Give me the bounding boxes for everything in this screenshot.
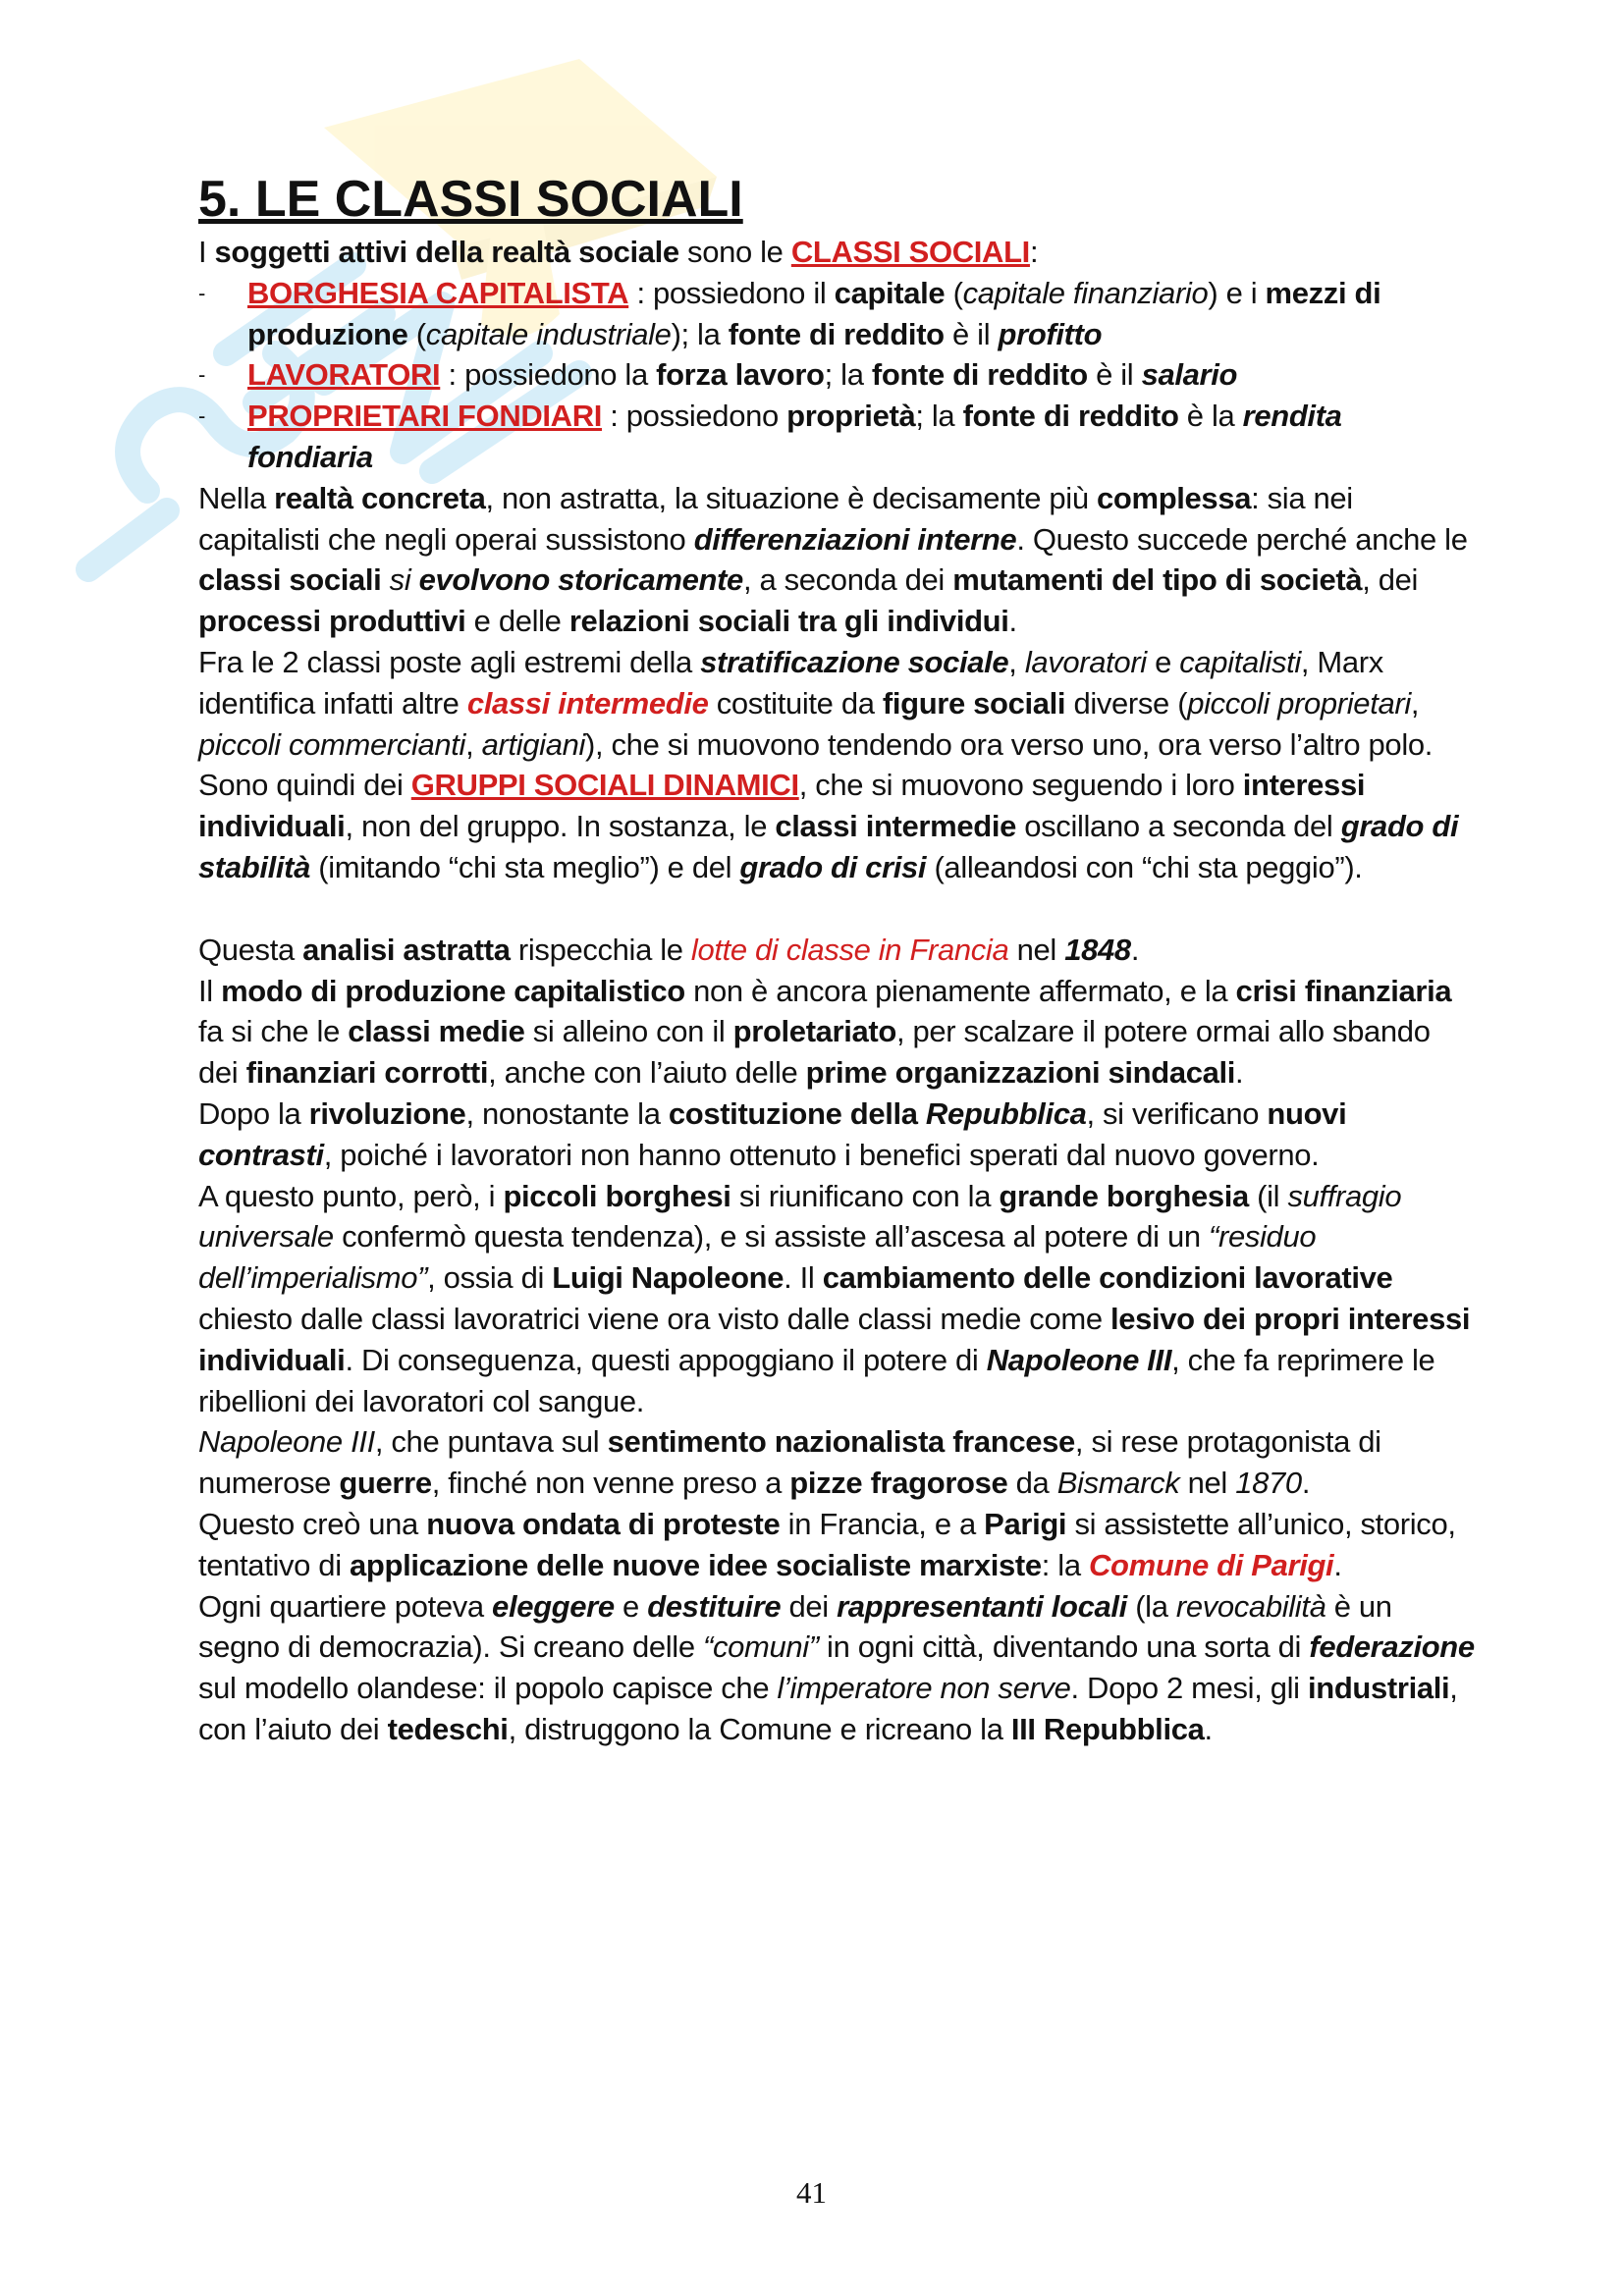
bold-text: interessi individuali: [198, 768, 1366, 844]
text: , si verificano: [1086, 1095, 1268, 1131]
italic-text: capitale industriale: [425, 316, 672, 351]
bold-italic-text: salario: [1141, 357, 1238, 393]
text: .: [1235, 1055, 1244, 1091]
bold-italic-text: evolvono storicamente: [418, 562, 743, 598]
text: ,: [1410, 685, 1420, 721]
text: , Marx identifica infatti altre: [198, 644, 1383, 721]
text: nel: [1179, 1466, 1236, 1501]
text: non è ancora pienamente affermato, e la: [684, 973, 1236, 1008]
paragraph-intro: [198, 232, 1475, 273]
text: , che si muovono seguendo i loro: [798, 768, 1243, 803]
text: e: [1146, 644, 1180, 679]
italic-text: lavoratori: [1024, 644, 1147, 679]
bold-italic-text: eleggere: [492, 1588, 615, 1624]
bold-text: finanziari corrotti: [245, 1055, 489, 1091]
text: , che fa reprimere le ribellioni dei lavoratori col sangue.: [198, 1342, 1435, 1418]
italic-text: “residuo dell’imperialismo”: [198, 1219, 1317, 1296]
bold-text: figure sociali: [882, 685, 1066, 721]
text: , ossia di: [427, 1260, 553, 1296]
text: (il: [1248, 1178, 1288, 1213]
text: , finché non venne preso a: [431, 1466, 790, 1501]
bold-text: costituzione della: [668, 1095, 926, 1131]
italic-text: capitale finanziario: [962, 275, 1209, 310]
text: Dopo la: [198, 1095, 309, 1131]
text: è un segno di democrazia). Si creano delle: [198, 1588, 1392, 1665]
text: , dei: [1362, 562, 1419, 598]
text: :: [1029, 235, 1039, 269]
bold-text: modo di produzione capitalistico: [221, 973, 685, 1008]
text: .: [1130, 932, 1140, 967]
text: Ogni quartiere poteva: [198, 1588, 493, 1624]
text: sul modello olandese: il popolo capisce che: [198, 1671, 778, 1706]
text: e: [614, 1588, 648, 1624]
text: (: [407, 316, 426, 351]
text: .: [1333, 1547, 1342, 1582]
bold-text: capitale: [834, 275, 946, 310]
text: . Dopo 2 mesi, gli: [1070, 1671, 1308, 1706]
italic-text: piccoli commercianti: [198, 726, 466, 762]
bold-text: complessa: [1097, 480, 1252, 515]
italic-text: si: [381, 562, 419, 598]
bold-text: prime organizzazioni sindacali: [805, 1055, 1236, 1091]
text: , non astratta, la situazione è decisamente più: [485, 480, 1097, 515]
text: ,: [465, 726, 482, 762]
bold-text: realtà concreta: [274, 480, 486, 515]
text: si alleino con il: [524, 1014, 733, 1049]
paragraph-realta-concreta: [198, 478, 1475, 642]
spacer: [198, 888, 1475, 930]
paragraph-rivoluzione: [198, 1094, 1475, 1176]
paragraph-comune: [198, 1504, 1475, 1586]
text: rispecchia le: [510, 932, 691, 967]
text: : sia nei capitalisti che negli operai sussistono: [198, 480, 1353, 557]
text: ); la: [671, 316, 729, 351]
bold-text: applicazione delle nuove idee socialiste marxiste: [350, 1547, 1042, 1582]
bold-text: mezzi di produzione: [247, 275, 1381, 351]
bold-text: processi produttivi: [198, 604, 466, 639]
list-item-borghesia: [198, 273, 1475, 355]
page-number: 41: [796, 2175, 827, 2210]
text: Sono quindi dei: [198, 768, 411, 803]
bold-text: fonte di reddito: [871, 357, 1088, 393]
bold-text: Parigi: [984, 1506, 1067, 1541]
bold-italic-text: differenziazioni interne: [693, 521, 1017, 557]
italic-text: Bismarck: [1056, 1466, 1180, 1501]
text: I: [198, 235, 215, 269]
keyword-borghesia: BORGHESIA CAPITALISTA: [247, 275, 629, 310]
italic-text: artigiani: [481, 726, 586, 762]
text: oscillano a seconda del: [1015, 809, 1341, 844]
text: ; la: [824, 357, 872, 393]
bold-text: fonte di reddito: [962, 399, 1179, 434]
bold-text: tedeschi: [387, 1711, 509, 1746]
text: chiesto dalle classi lavoratrici viene ora visto dalle classi medie come: [198, 1301, 1110, 1336]
keyword-lavoratori: LAVORATORI: [247, 357, 441, 393]
bold-text: Luigi Napoleone: [552, 1260, 784, 1296]
bold-text: guerre: [339, 1466, 432, 1501]
italic-text: Napoleone III: [198, 1424, 375, 1460]
text: ,: [1008, 644, 1025, 679]
bold-text: mutamenti del tipo di società: [952, 562, 1363, 598]
text: : la: [1041, 1547, 1089, 1582]
bold-text: analisi astratta: [302, 932, 511, 967]
bold-text: forza lavoro: [656, 357, 825, 393]
keyword-proprietari: PROPRIETARI FONDIARI: [247, 399, 602, 434]
text: Questo creò una: [198, 1506, 427, 1541]
paragraph-classi-intermedie: [198, 642, 1475, 765]
bold-text: crisi finanziaria: [1235, 973, 1452, 1008]
text: in Francia, e a: [780, 1506, 985, 1541]
paragraph-modo-di-produzione: [198, 971, 1475, 1094]
bold-text: sentimento nazionalista francese: [607, 1424, 1075, 1460]
text: ; la: [915, 399, 963, 434]
bold-text: piccoli borghesi: [503, 1178, 731, 1213]
bold-italic-text: rendita fondiaria: [247, 399, 1342, 474]
text: , per scalzare il potere ormai allo sbando dei: [198, 1014, 1431, 1091]
text: .: [1008, 604, 1017, 639]
text: è la: [1178, 399, 1243, 434]
text: si riunificano con la: [730, 1178, 1000, 1213]
text: sono le: [678, 235, 791, 269]
keyword-comune-di-parigi: Comune di Parigi: [1088, 1547, 1334, 1582]
italic-text: revocabilità: [1175, 1588, 1326, 1624]
paragraph-analisi-astratta: [198, 930, 1475, 971]
bold-italic-text: Napoleone III: [986, 1342, 1172, 1377]
social-classes-list: [198, 273, 1475, 478]
bold-text: nuovi: [1267, 1095, 1347, 1131]
text: è il: [944, 316, 999, 351]
bold-italic-text: rappresentanti locali: [837, 1588, 1127, 1624]
list-item-lavoratori: [198, 354, 1475, 396]
bold-italic-text: 1848: [1064, 932, 1131, 967]
paragraph-piccoli-borghesi: [198, 1176, 1475, 1422]
bold-text: industriali: [1307, 1671, 1450, 1706]
text: A questo punto, però, i: [198, 1178, 504, 1213]
bold-italic-text: destituire: [647, 1588, 782, 1624]
bold-text: soggetti attivi della realtà sociale: [214, 235, 679, 269]
document-body: [198, 169, 1475, 1750]
text: , distruggono la Comune e ricreano la: [508, 1711, 1011, 1746]
keyword-gruppi-sociali-dinamici: GRUPPI SOCIALI DINAMICI: [410, 768, 799, 803]
italic-text: suffragio universale: [198, 1178, 1402, 1255]
italic-text: capitalisti: [1179, 644, 1301, 679]
text: ), che si muovono tendendo ora verso uno, ora verso l’altro polo.: [585, 726, 1434, 762]
text: costituite da: [708, 685, 883, 721]
text: , con l’aiuto dei: [198, 1671, 1458, 1746]
page-title: 5. LE CLASSI SOCIALI: [198, 171, 743, 228]
bold-italic-text: federazione: [1309, 1629, 1475, 1665]
text: (imitando “chi sta meglio”) e del: [310, 849, 740, 884]
text: dei: [781, 1588, 838, 1624]
italic-text: 1870: [1235, 1466, 1302, 1501]
text: : possiedono: [602, 399, 787, 434]
text: , poiché i lavoratori non hanno ottenuto i benefici sperati dal nuovo governo.: [323, 1137, 1320, 1172]
bold-text: rivoluzione: [308, 1095, 466, 1131]
text: Questa: [198, 932, 303, 967]
paragraph-gruppi-dinamici: [198, 765, 1475, 887]
bold-italic-text: Repubblica: [925, 1095, 1087, 1131]
bold-text: fonte di reddito: [728, 316, 945, 351]
bold-text: III Repubblica: [1010, 1711, 1205, 1746]
text: è il: [1087, 357, 1142, 393]
paragraph-quartieri: [198, 1586, 1475, 1750]
bold-italic-text: grado di crisi: [739, 849, 927, 884]
italic-text: “comuni”: [703, 1629, 819, 1665]
text: Fra le 2 classi poste agli estremi della: [198, 644, 701, 679]
text: nel: [1008, 932, 1065, 967]
list-item-proprietari: [198, 396, 1475, 478]
text: fa si che le: [198, 1014, 349, 1049]
keyword-lotte-di-classe: lotte di classe in Francia: [690, 932, 1009, 967]
paragraph-napoleone: [198, 1421, 1475, 1504]
bold-text: pizze fragorose: [789, 1466, 1008, 1501]
text: da: [1007, 1466, 1057, 1501]
text: , che puntava sul: [374, 1424, 608, 1460]
text: , a seconda dei: [742, 562, 953, 598]
bold-text: lesivo dei propri interessi individuali: [198, 1301, 1471, 1377]
text: . Questo succede perché anche le: [1016, 521, 1468, 557]
italic-text: piccoli proprietari: [1187, 685, 1411, 721]
text: : possiedono la: [440, 357, 657, 393]
bold-italic-text: grado di stabilità: [198, 809, 1459, 884]
italic-text: l’imperatore non serve: [777, 1671, 1071, 1706]
bold-text: proletariato: [732, 1014, 896, 1049]
bold-italic-text: contrasti: [198, 1137, 324, 1172]
text: in ogni città, diventando una sorta di: [818, 1629, 1310, 1665]
text: , anche con l’aiuto delle: [488, 1055, 806, 1091]
text: (la: [1126, 1588, 1176, 1624]
text: Nella: [198, 480, 275, 515]
text: , non del gruppo. In sostanza, le: [345, 809, 776, 844]
text: (alleandosi con “chi sta peggio”).: [926, 849, 1363, 884]
text: .: [1204, 1711, 1213, 1746]
text: diverse (: [1065, 685, 1188, 721]
text: (: [945, 275, 963, 310]
text: si assistette all’unico, storico, tentativo di: [198, 1506, 1456, 1582]
text: .: [1301, 1466, 1311, 1501]
text: confermò questa tendenza), e si assiste all’ascesa al potere di un: [333, 1219, 1210, 1255]
text: , nonostante la: [465, 1095, 669, 1131]
text: Il: [198, 973, 222, 1008]
bold-text: grande borghesia: [999, 1178, 1249, 1213]
bold-text: cambiamento delle condizioni lavorative: [822, 1260, 1393, 1296]
bold-text: nuova ondata di proteste: [426, 1506, 781, 1541]
text: e delle: [465, 604, 569, 639]
bold-italic-text: stratificazione sociale: [700, 644, 1009, 679]
bold-text: relazioni sociali tra gli individui: [568, 604, 1009, 639]
keyword-classi-sociali: CLASSI SOCIALI: [790, 235, 1030, 269]
text: ) e i: [1208, 275, 1266, 310]
bold-text: classi intermedie: [775, 809, 1016, 844]
bold-text: proprietà: [786, 399, 916, 434]
bold-text: classi medie: [348, 1014, 525, 1049]
bold-text: classi sociali: [198, 562, 382, 598]
text: . Il: [784, 1260, 823, 1296]
text: . Di conseguenza, questi appoggiano il potere di: [345, 1342, 987, 1377]
bold-italic-text: profitto: [998, 316, 1103, 351]
keyword-classi-intermedie: classi intermedie: [466, 685, 709, 721]
text: , si rese protagonista di numerose: [198, 1424, 1381, 1501]
text: : possiedono il: [628, 275, 835, 310]
